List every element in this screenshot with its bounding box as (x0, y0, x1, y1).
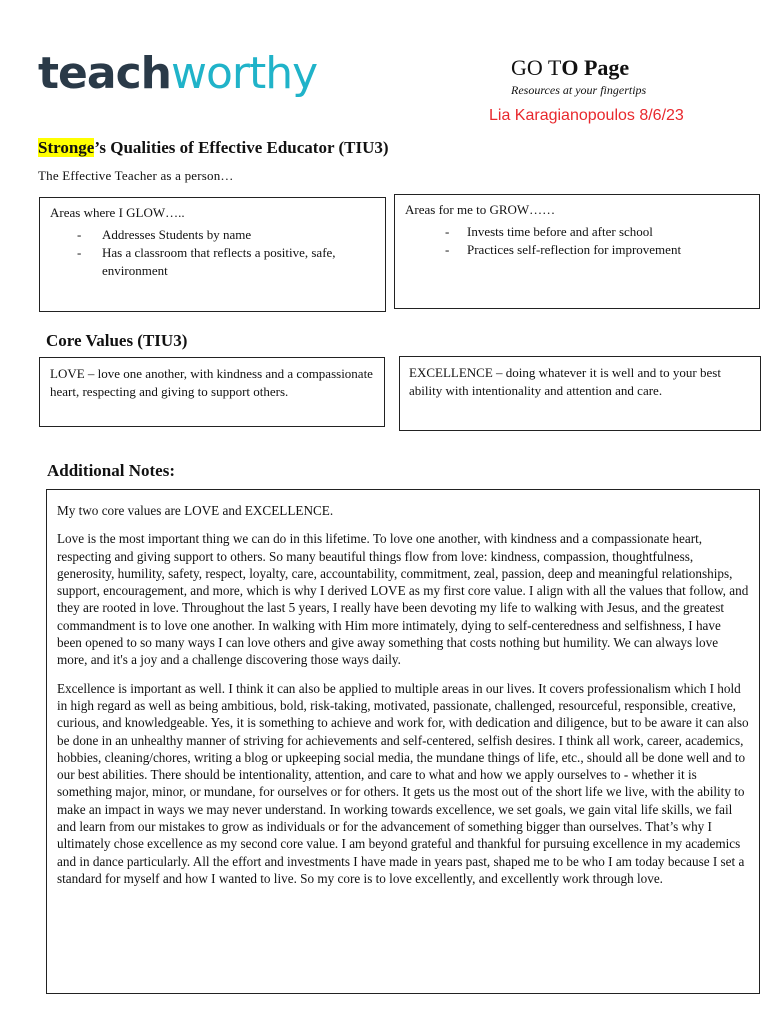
grow-box (394, 194, 760, 309)
list-item: - Addresses Students by name (77, 227, 252, 242)
notes-paragraph: My two core values are LOVE and EXCELLENCE. (57, 503, 334, 518)
glow-item-text: Has a classroom that reflects a positive, safe, environment (102, 245, 336, 278)
excellence-box (399, 356, 761, 431)
excellence-text: EXCELLENCE – doing whatever it is well and to your best ability with intentionality and attention and care. (409, 365, 721, 398)
grow-heading: Areas for me to GROW…… (405, 202, 556, 217)
grow-item-text: Practices self-reflection for improvement (467, 242, 682, 257)
glow-item-text: Addresses Students by name (102, 227, 252, 242)
logo-worthy: worthy (170, 48, 318, 99)
love-text: LOVE – love one another, with kindness and a compassionate heart, respecting and giving to support others. (50, 366, 373, 399)
logo-teach: teach (38, 48, 171, 99)
grow-item-text: Invests time before and after school (467, 224, 653, 239)
teachworthy-logo (38, 48, 318, 99)
author-date: Lia Karagianopoulos 8/6/23 (489, 107, 684, 124)
love-box (39, 357, 385, 427)
list-item: - Practices self-reflection for improvement (445, 242, 682, 257)
section-title-rest: ’s Qualities of Effective Educator (TIU3) (94, 138, 389, 157)
grow-list (405, 223, 749, 259)
list-item: - Invests time before and after school (445, 224, 653, 239)
tagline: Resources at your fingertips (511, 83, 647, 97)
additional-notes-box (46, 489, 760, 994)
goto-page-title (511, 55, 629, 81)
glow-box (39, 197, 386, 312)
core-values-title: Core Values (TIU3) (46, 331, 188, 350)
additional-notes-title: Additional Notes: (47, 461, 175, 480)
notes-paragraph: Excellence is important as well. I think it can also be applied to multiple areas in our lives. It covers professionalism which I hold in high regard as well as being ambitious, bold, risk-taking, motivated, passionate, challenged, resourceful, responsible, creative, curious, and knowledgeable. Yes, it is something to achieve and work for, with dedication and diligence, but to be aware it can also be done in an unhealthy manner of striving for achievements and self-centered, selfish desires. I think all work, career, academics, hobbies, cleaning/chores, writing a blog or upkeeping social media, the mundane things of life, etc., should all be done well and to our best abilities. There should be intentionality, attention, and care to what and how we apply ourselves to - whether it is something major, minor, or mundane, for ourselves or for others. It gets us the most out of the short life we live, with the ability to make an impact in ways we may never understand. In working towards excellence, we set goals, we gain vital life skills, we fail and learn from our mistakes to grow as individuals or for the advancement of something bigger than ourselves. That’s why I ultimately chose excellence as my second core value. I am beyond grateful and thankful for pursuing excellence in my academics and in dance particularly. All the effort and investments I have made in years past, shaped me to be who I am today because I set a standard for myself and how I wanted to live. So my core is to love excellently, and excellently work through love. (57, 680, 749, 886)
goto-bold: O Page (561, 55, 630, 80)
section-subtitle: The Effective Teacher as a person… (38, 168, 234, 183)
glow-list (50, 226, 375, 280)
highlighted-name: Stronge (38, 138, 95, 157)
glow-heading: Areas where I GLOW….. (50, 205, 185, 220)
goto-prefix: GO T (511, 55, 562, 80)
list-item: - Has a classroom that reflects a positive, safe, environment (77, 245, 336, 278)
section-title (38, 138, 389, 158)
notes-paragraph: Love is the most important thing we can do in this lifetime. To love one another, with kindness and a compassionate heart, respecting and giving support to others. So many beautiful things flow from love: kindness, compassion, thoughtfulness, generosity, humility, safety, respect, loyalty, care, accountability, commitment, zeal, passion, deep and meaningful relationships, support, encouragement, and more, which is why I derived LOVE as my first core value. I align with all the values that follow, and they are rooted in love. Throughout the last 5 years, I really have been devoting my life to walking with Jesus, and the greatest commandment is to love one another. In walking with Him more intimately, dying to self-centeredness and selfishness, I have been opened to so many ways I can love others and give away something that costs nothing but humility. We can always love more, and it's a joy and a challenge discovering those ways daily. (57, 531, 749, 668)
